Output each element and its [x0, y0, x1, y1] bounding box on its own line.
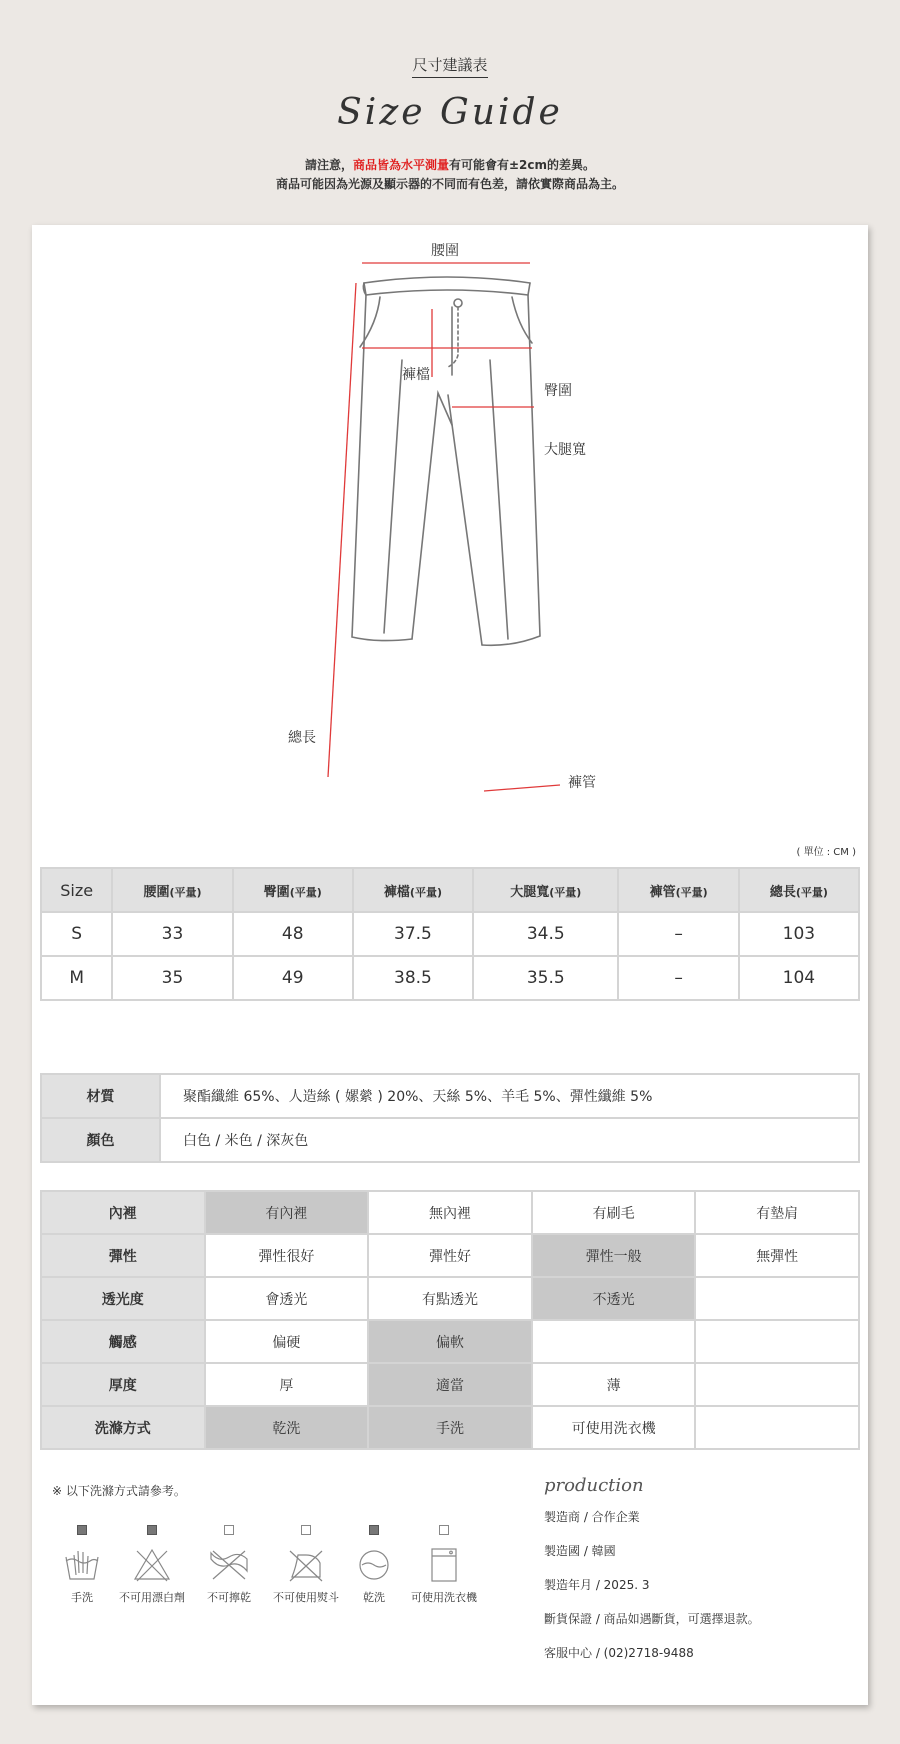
attribute-row [41, 1320, 859, 1363]
care-label: 乾洗 [363, 1591, 385, 1604]
attribute-option [695, 1406, 859, 1449]
attribute-option: 可使用洗衣機 [532, 1406, 696, 1449]
rise-label: 褲檔 [402, 367, 430, 383]
page-title: Size Guide [337, 92, 563, 133]
attribute-option [695, 1277, 859, 1320]
dry-clean-icon [354, 1547, 394, 1583]
attribute-option: 有點透光 [368, 1277, 532, 1320]
table-cell: – [618, 956, 738, 1000]
attribute-option: 會透光 [205, 1277, 369, 1320]
header-waist: 腰圍(平量) [112, 868, 232, 912]
header-size: Size [41, 868, 112, 912]
hand-wash-icon [62, 1547, 102, 1583]
thigh-label: 大腿寬 [544, 442, 586, 458]
country-line: 製造國 / 韓國 [544, 1544, 616, 1558]
attribute-option [695, 1320, 859, 1363]
care-checkbox [439, 1525, 449, 1535]
hem-label: 褲管 [568, 775, 596, 791]
color-value: 白色 / 米色 / 深灰色 [160, 1118, 859, 1162]
waist-label: 腰圍 [431, 243, 459, 259]
table-cell: 35 [112, 956, 232, 1000]
table-row [41, 912, 859, 956]
color-label: 顏色 [41, 1118, 160, 1162]
attribute-row [41, 1363, 859, 1406]
date-line: 製造年月 / 2025. 3 [544, 1578, 650, 1592]
care-label: 不可用漂白劑 [119, 1591, 185, 1604]
attribute-row [41, 1277, 859, 1320]
table-cell: 104 [739, 956, 859, 1000]
attribute-label: 厚度 [41, 1363, 205, 1406]
table-cell: M [41, 956, 112, 1000]
unit-note: ( 單位 : CM ) [796, 847, 856, 858]
attribute-label: 觸感 [41, 1320, 205, 1363]
length-measure-line [328, 283, 356, 777]
size-table-header [41, 868, 859, 912]
material-value: 聚酯纖維 65%、人造絲 ( 嫘縈 ) 20%、天絲 5%、羊毛 5%、彈性纖維 5% [160, 1074, 859, 1118]
care-note: ※ 以下洗滌方式請參考。 [52, 1484, 186, 1498]
attribute-option: 厚 [205, 1363, 369, 1406]
care-checkbox [301, 1525, 311, 1535]
header-thigh: 大腿寬(平量) [473, 868, 618, 912]
hem-measure-line [484, 785, 560, 791]
attribute-option: 有墊肩 [695, 1191, 859, 1234]
table-cell: 103 [739, 912, 859, 956]
table-cell: 33 [112, 912, 232, 956]
size-guide-card [32, 225, 868, 1705]
length-label: 總長 [288, 730, 316, 746]
size-table [40, 867, 860, 1001]
care-item [189, 1525, 269, 1605]
attribute-option: 薄 [532, 1363, 696, 1406]
pants-diagram [32, 225, 868, 865]
attribute-label: 內裡 [41, 1191, 205, 1234]
stock-guarantee-line: 斷貨保證 / 商品如遇斷貨，可選擇退款。 [544, 1612, 760, 1626]
production-title: production [544, 1475, 644, 1496]
table-cell: 38.5 [353, 956, 473, 1000]
attribute-label: 透光度 [41, 1277, 205, 1320]
attribute-row [41, 1406, 859, 1449]
care-label: 可使用洗衣機 [411, 1591, 477, 1604]
care-label: 手洗 [71, 1591, 93, 1604]
attribute-option: 無內裡 [368, 1191, 532, 1234]
table-cell: S [41, 912, 112, 956]
care-checkbox [147, 1525, 157, 1535]
attribute-option: 有內裡 [205, 1191, 369, 1234]
care-item [112, 1525, 192, 1605]
no-iron-icon [286, 1547, 326, 1583]
material-label: 材質 [41, 1074, 160, 1118]
material-table [40, 1073, 860, 1163]
attribute-option: 彈性很好 [205, 1234, 369, 1277]
table-cell: 35.5 [473, 956, 618, 1000]
attribute-option [695, 1363, 859, 1406]
care-item [42, 1525, 122, 1605]
attribute-label: 彈性 [41, 1234, 205, 1277]
header-hip: 臀圍(平量) [233, 868, 353, 912]
care-checkbox [224, 1525, 234, 1535]
no-bleach-icon [132, 1547, 172, 1583]
washing-machine-icon [424, 1547, 464, 1583]
color-row [41, 1118, 859, 1162]
customer-service-line: 客服中心 / (02)2718-9488 [544, 1646, 694, 1660]
production-info [544, 1475, 864, 1678]
table-cell: 34.5 [473, 912, 618, 956]
attribute-option: 彈性一般 [532, 1234, 696, 1277]
attribute-row [41, 1234, 859, 1277]
attribute-option: 偏軟 [368, 1320, 532, 1363]
pants-illustration [32, 225, 868, 865]
measurement-notice: 請注意，商品皆為水平測量有可能會有±2cm的差異。 商品可能因為光源及顯示器的不同而有色差，請依實際商品為主。 [275, 158, 624, 191]
attribute-option: 手洗 [368, 1406, 532, 1449]
header-hem: 褲管(平量) [618, 868, 738, 912]
attribute-option: 有刷毛 [532, 1191, 696, 1234]
care-item [404, 1525, 484, 1605]
care-label: 不可擰乾 [207, 1591, 251, 1604]
attribute-option: 乾洗 [205, 1406, 369, 1449]
attribute-option: 偏硬 [205, 1320, 369, 1363]
attribute-label: 洗滌方式 [41, 1406, 205, 1449]
attribute-option: 無彈性 [695, 1234, 859, 1277]
header-length: 總長(平量) [739, 868, 859, 912]
care-checkbox [77, 1525, 87, 1535]
table-row [41, 956, 859, 1000]
manufacturer-line: 製造商 / 合作企業 [544, 1510, 640, 1524]
material-row [41, 1074, 859, 1118]
care-icons [42, 1525, 492, 1625]
no-wring-icon [209, 1547, 249, 1583]
subtitle: 尺寸建議表 [0, 54, 900, 75]
attribute-option: 適當 [368, 1363, 532, 1406]
hip-label: 臀圍 [544, 383, 572, 399]
attribute-option: 彈性好 [368, 1234, 532, 1277]
table-cell: 37.5 [353, 912, 473, 956]
attribute-table [40, 1190, 860, 1450]
table-cell: – [618, 912, 738, 956]
attribute-row [41, 1191, 859, 1234]
care-item [334, 1525, 414, 1605]
table-cell: 48 [233, 912, 353, 956]
attribute-option: 不透光 [532, 1277, 696, 1320]
care-checkbox [369, 1525, 379, 1535]
attribute-option [532, 1320, 696, 1363]
table-cell: 49 [233, 956, 353, 1000]
care-label: 不可使用熨斗 [273, 1591, 339, 1604]
header-rise: 褲檔(平量) [353, 868, 473, 912]
